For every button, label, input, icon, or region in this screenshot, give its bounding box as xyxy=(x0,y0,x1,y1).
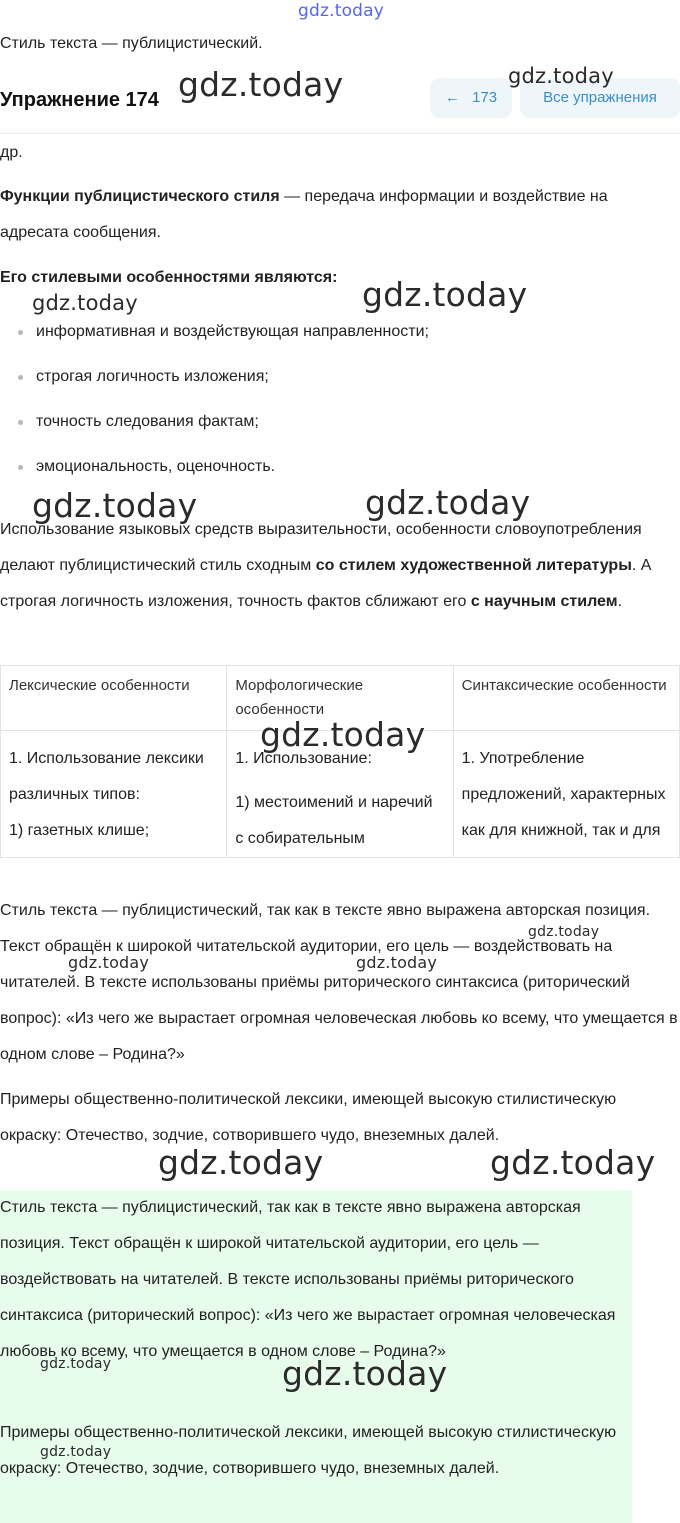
list-item: эмоциональность, оценочность. xyxy=(0,447,660,492)
watermark: gdz.today xyxy=(490,1143,656,1182)
functions-text: — передача информации и воздействие на адресата сообщения. xyxy=(0,188,608,241)
text-dr: др. xyxy=(0,144,23,161)
arrow-left-icon: ← xyxy=(444,89,460,106)
watermark: gdz.today xyxy=(32,291,138,315)
table-cell: 1. Использование: 1) местоимений и наречий с собирательным xyxy=(227,731,453,858)
watermark: gdz.today xyxy=(528,924,600,940)
all-exercises-button[interactable]: Все упражнения xyxy=(520,78,680,118)
bullet-icon xyxy=(18,375,23,380)
watermark: gdz.today xyxy=(362,275,528,314)
table-header-syntactic: Синтаксические особенности xyxy=(453,666,679,731)
features-table xyxy=(0,665,680,891)
watermark: gdz.today xyxy=(178,65,344,104)
bullet-icon xyxy=(18,465,23,470)
functions-term: Функции публицистического стиля xyxy=(0,188,280,205)
answer-paragraph: Стиль текста — публицистический, так как в тексте явно выражена авторская позиция. Текст обращён к широкой читательской аудитории, его цель — воздействовать на читателей. В тексте использованы приёмы риторического синтаксиса (риторический вопрос): «Из чего же вырастает огромная человеческая любовь ко всему, что умещается в одном слове – Родина?» xyxy=(0,1199,616,1360)
watermark: gdz.today xyxy=(260,715,426,754)
watermark: gdz.today xyxy=(68,953,150,972)
list-item: строгая логичность изложения; xyxy=(0,357,660,402)
bullet-icon xyxy=(18,330,23,335)
features-list xyxy=(0,312,660,492)
analysis-paragraph: Стиль текста — публицистический, так как в тексте явно выражена авторская позиция. Текст обращён к широкой читательской аудитории, его цель — воздействовать на читателей. В тексте использованы приёмы риторического синтаксиса (риторический вопрос): «Из чего же вырастает огромная человеческая любовь ко всему, что умещается в одном слове – Родина?» xyxy=(0,902,678,1063)
list-item: точность следования фактам; xyxy=(0,402,660,447)
table-header-lexical: Лексические особенности xyxy=(1,666,227,731)
table-cell: 1. Употребление предложений, характерных как для книжной, так и для xyxy=(453,731,679,858)
watermark: gdz.today xyxy=(282,1354,448,1393)
features-heading: Его стилевыми особенностями являются: xyxy=(0,269,338,286)
watermark: gdz.today xyxy=(365,483,531,522)
lexicon-paragraph: Примеры общественно-политической лексики, имеющей высокую стилистическую окраску: Отечество, зодчие, сотворившего чудо, внеземных далей. xyxy=(0,1091,617,1144)
watermark: gdz.today xyxy=(158,1143,324,1182)
list-item: информативная и воздействующая направленности; xyxy=(0,312,660,357)
bullet-icon xyxy=(18,420,23,425)
table-header-morphological: Морфологические особенности xyxy=(227,666,453,731)
table-cell: 1. Использование лексики различных типов: 1) газетных клише; xyxy=(1,731,227,858)
watermark: gdz.today xyxy=(40,1356,112,1372)
watermark: gdz.today xyxy=(32,486,198,525)
answer-lexicon-paragraph: Примеры общественно-политической лексики, имеющей высокую стилистическую окраску: Отечество, зодчие, сотворившего чудо, внеземных далей. xyxy=(0,1424,617,1477)
watermark: gdz.today xyxy=(40,1444,112,1460)
prev-exercise-label: 173 xyxy=(472,89,498,106)
watermark: gdz.today xyxy=(298,1,385,21)
functions-paragraph xyxy=(0,179,678,251)
watermark: gdz.today xyxy=(356,953,438,972)
similarity-paragraph: Использование языковых средств выразительности, особенности словоупотребления делают публицистический стиль сходным со стилем художественной литературы. А строгая логичность изложения, точность фактов сближают его с научным стилем. xyxy=(0,521,652,610)
prev-exercise-button[interactable] xyxy=(430,78,512,118)
watermark: gdz.today xyxy=(508,64,614,88)
intro-line: Стиль текста — публицистический. xyxy=(0,35,263,52)
page-title: Упражнение 174 xyxy=(0,89,159,111)
